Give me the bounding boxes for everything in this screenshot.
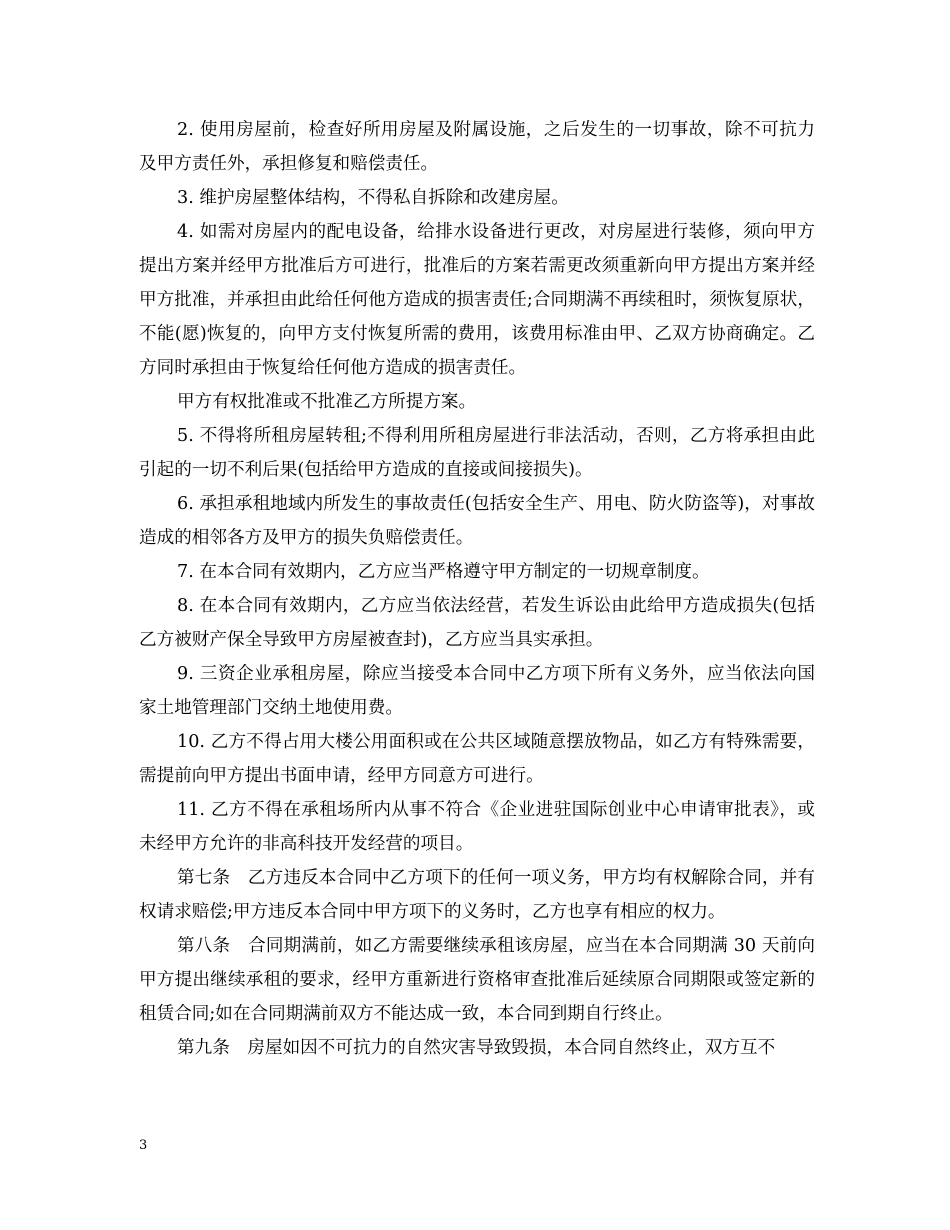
page-number: 3 [139, 1138, 148, 1153]
article-paragraph: 第八条 合同期满前，如乙方需要继续承租该房屋，应当在本合同期满 30 天前向甲方提出继续承租的要求，经甲方重新进行资格审查批准后延续原合同期限或签定新的租赁合同;如在合同期满前双方不能达成一致，本合同到期自行终止。 [139, 936, 815, 1024]
clause-paragraph: 3. 维护房屋整体结构，不得私自拆除和改建房屋。 [177, 188, 569, 208]
clause-paragraph: 9. 三资企业承租房屋，除应当接受本合同中乙方项下所有义务外，应当依法向国家土地管理部门交纳土地使用费。 [139, 664, 815, 718]
clause-paragraph: 8. 在本合同有效期内，乙方应当依法经营，若发生诉讼由此给甲方造成损失(包括乙方被财产保全导致甲方房屋被查封)，乙方应当具实承担。 [139, 596, 815, 650]
clause-paragraph: 10. 乙方不得占用大楼公用面积或在公共区域随意摆放物品，如乙方有特殊需要，需提前向甲方提出书面申请，经甲方同意方可进行。 [139, 732, 815, 786]
clause-paragraph: 2. 使用房屋前，检查好所用房屋及附属设施，之后发生的一切事故，除不可抗力及甲方责任外，承担修复和赔偿责任。 [139, 120, 815, 174]
document-body [139, 113, 815, 1065]
clause-paragraph: 甲方有权批准或不批准乙方所提方案。 [177, 392, 477, 412]
clause-paragraph: 11. 乙方不得在承租场所内从事不符合《企业进驻国际创业中心申请审批表》，或未经甲方允许的非高科技开发经营的项目。 [139, 800, 815, 854]
clause-paragraph: 7. 在本合同有效期内，乙方应当严格遵守甲方制定的一切规章制度。 [177, 562, 710, 582]
clause-paragraph: 5. 不得将所租房屋转租;不得利用所租房屋进行非法活动，否则，乙方将承担由此引起的一切不利后果(包括给甲方造成的直接或间接损失)。 [139, 426, 815, 480]
article-paragraph: 第九条 房屋如因不可抗力的自然灾害导致毁损，本合同自然终止，双方互不 [177, 1038, 776, 1058]
clause-paragraph: 4. 如需对房屋内的配电设备，给排水设备进行更改，对房屋进行装修，须向甲方提出方案并经甲方批准后方可进行，批准后的方案若需更改须重新向甲方提出方案并经甲方批准，并承担由此给任何他方造成的损害责任;合同期满不再续租时，须恢复原状，不能(愿)恢复的，向甲方支付恢复所需的费用，该费用标准由甲、乙双方协商确定。乙方同时承担由于恢复给任何他方造成的损害责任。 [139, 222, 815, 378]
clause-paragraph: 6. 承担承租地域内所发生的事故责任(包括安全生产、用电、防火防盗等)，对事故造成的相邻各方及甲方的损失负赔偿责任。 [139, 494, 815, 548]
article-paragraph: 第七条 乙方违反本合同中乙方项下的任何一项义务，甲方均有权解除合同，并有权请求赔偿;甲方违反本合同中甲方项下的义务时，乙方也享有相应的权力。 [139, 868, 815, 922]
